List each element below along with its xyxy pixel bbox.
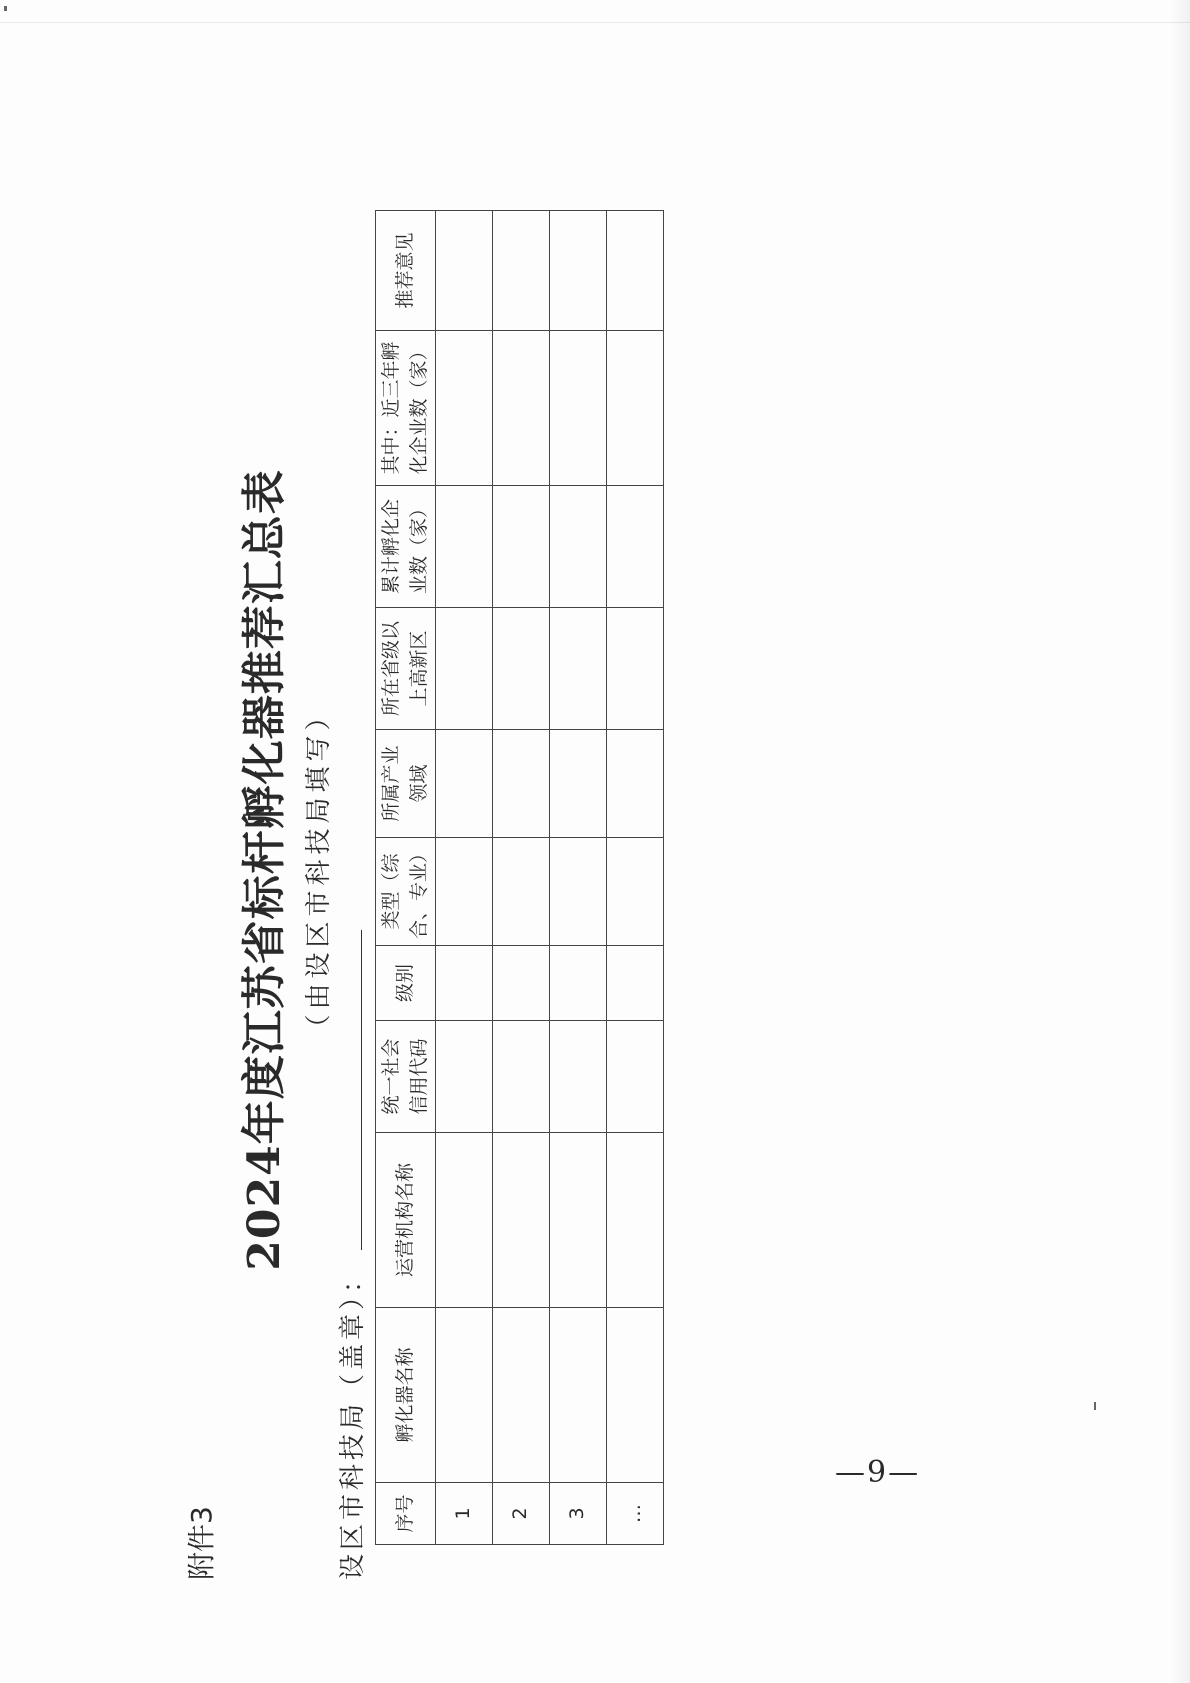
table-cell [550,1021,607,1133]
table-cell [550,211,607,331]
header-cell: 推荐意见 [376,211,436,331]
header-cell: 其中：近三年孵 化企业数（家） [376,331,436,486]
table-cell [607,211,664,331]
table-cell [493,838,550,946]
header-cell: 级别 [376,946,436,1021]
table-cell [493,946,550,1021]
row-index-cell: 1 [436,1483,493,1545]
table-cell [607,608,664,730]
table-cell [436,1308,493,1483]
table-cell [436,331,493,486]
header-cell: 统一社会 信用代码 [376,1021,436,1133]
table-cell [436,608,493,730]
table-cell [607,730,664,838]
document-subtitle: （由设区市科技局填写） [304,699,334,1041]
table-cell [493,1308,550,1483]
header-cell: 所属产业 领域 [376,730,436,838]
table-cell [436,946,493,1021]
table-cell [436,730,493,838]
table-cell [550,608,607,730]
header-cell: 孵化器名称 [376,1308,436,1483]
row-index-cell: 3 [550,1483,607,1545]
header-cell: 累计孵化企 业数（家） [376,486,436,608]
table-header-row [376,211,436,1545]
scan-speck [4,6,7,11]
table-row [493,211,550,1545]
header-cell: 所在省级以 上高新区 [376,608,436,730]
table-cell [493,1133,550,1308]
table-cell [436,1021,493,1133]
scan-edge-shadow [1170,0,1190,1683]
table-cell [550,331,607,486]
table-cell [493,1021,550,1133]
table-cell [550,486,607,608]
table-cell [550,838,607,946]
header-cell: 类型（综 合、专业） [376,838,436,946]
table-cell [436,838,493,946]
table-cell [550,946,607,1021]
row-index-cell: 2 [493,1483,550,1545]
table-cell [607,486,664,608]
table-cell [436,486,493,608]
table-cell [550,1133,607,1308]
table-cell [607,946,664,1021]
table-cell [607,838,664,946]
table-cell [550,1308,607,1483]
recommendation-table [375,210,664,1545]
document-title: 2024年度江苏省标杆孵化器推荐汇总表 [239,469,290,1271]
table-cell [493,331,550,486]
page-number: —9— [835,1455,921,1490]
table-row [436,211,493,1545]
table-cell [493,608,550,730]
table-cell [607,331,664,486]
bureau-fill-line [361,930,362,1250]
table-cell [493,486,550,608]
table-cell [436,211,493,331]
rotated-form-sheet [140,130,1000,1610]
bureau-seal-label: 设区市科技局（盖章）： [338,1262,368,1580]
table-cell [607,1133,664,1308]
table-cell [607,1308,664,1483]
row-index-cell: … [607,1483,664,1545]
table-row [550,211,607,1545]
table-cell [493,730,550,838]
table-row [607,211,664,1545]
attachment-label: 附件3 [185,1506,218,1580]
table-cell [550,730,607,838]
header-cell: 序号 [376,1483,436,1545]
table-cell [607,1021,664,1133]
table-cell [436,1133,493,1308]
header-cell: 运营机构名称 [376,1133,436,1308]
table-cell [493,211,550,331]
scan-top-line [0,22,1190,23]
scan-speck [1094,1402,1096,1410]
